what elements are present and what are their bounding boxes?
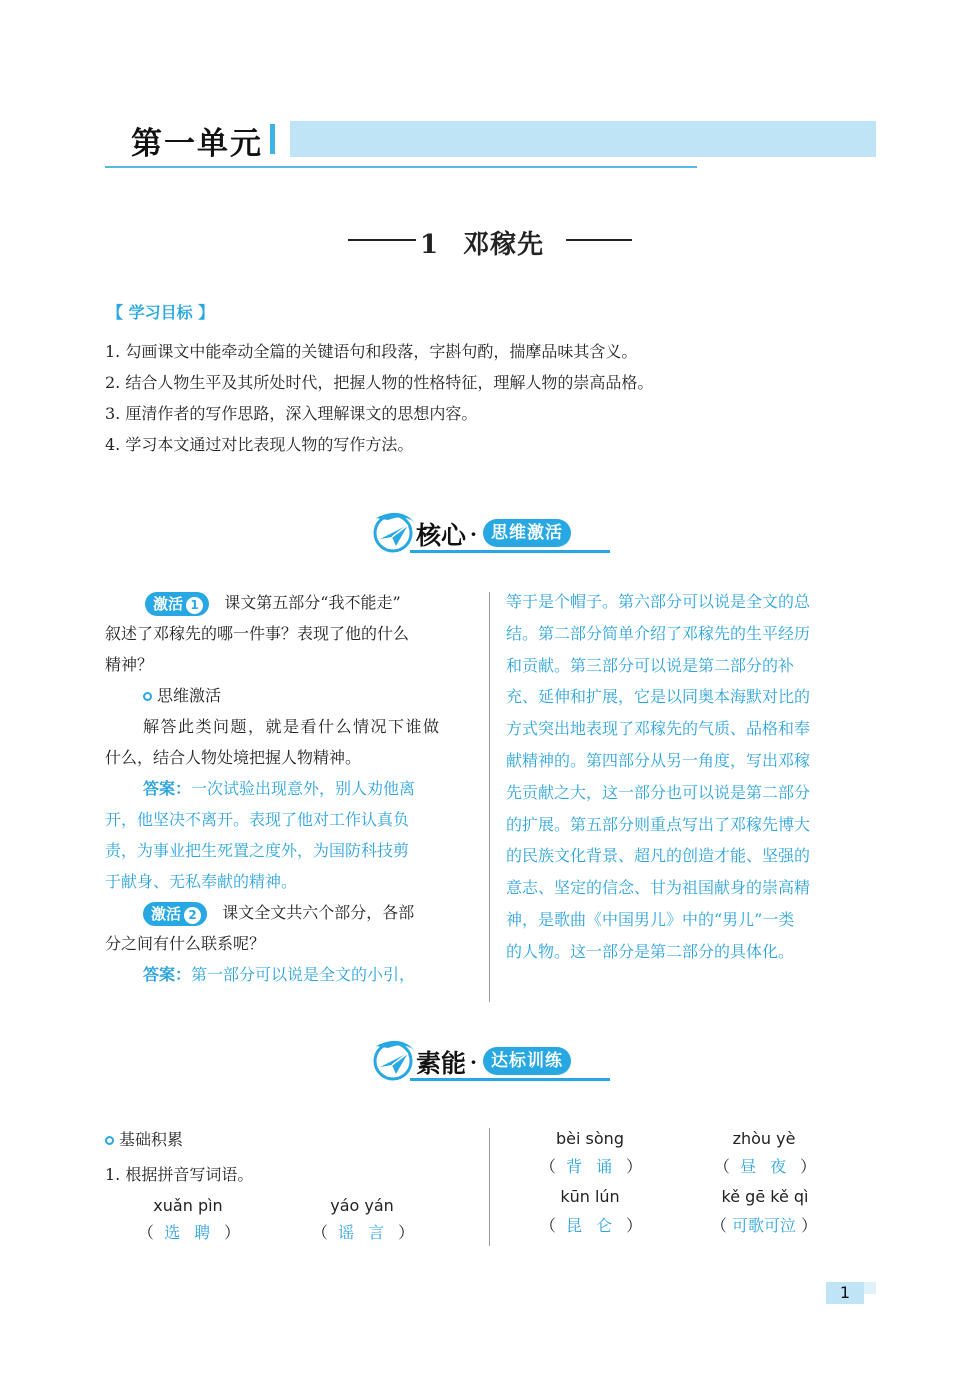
activate2-answer: 意志、坚定的信念、甘为祖国献身的崇高精: [506, 878, 811, 898]
answer-label: 答案：: [143, 965, 192, 984]
pinyin: bèi sòng: [556, 1129, 624, 1148]
activate2-answer: 答案：第一部分可以说是全文的小引，: [143, 965, 416, 984]
activate2-answer: 神，是歌曲《中国男儿》中的“男儿”一类: [506, 909, 795, 929]
lesson-title-right-rule: [566, 239, 632, 241]
pinyin: kūn lún: [560, 1187, 620, 1206]
activate1-question: 精神？: [105, 655, 154, 674]
word-answer: （ 昼夜）: [713, 1157, 817, 1176]
word-answer: （ 背诵）: [539, 1157, 643, 1176]
activate2-answer: 的人物。这一部分是第二部分的具体化。: [506, 941, 795, 961]
goal-item: 1. 勾画课文中能牵动全篇的关键语句和段落，字斟句酌，揣摩品味其含义。: [105, 342, 638, 361]
activate1-hint: 解答此类问题，就是看什么情况下谁做: [143, 717, 441, 736]
section-title-dot: ·: [470, 1050, 477, 1074]
unit-header-band: [290, 121, 876, 157]
activate1-answer: 责，为事业把生死置之度外，为国防科技剪: [105, 841, 410, 860]
paper-plane-icon: [370, 1036, 416, 1082]
activate1-answer: 开，他坚决不离开。表现了他对工作认真负: [105, 810, 410, 829]
activate2-answer: 献精神的。第四部分从另一角度，写出邓稼: [506, 750, 811, 770]
activate1-answer: 于献身、无私奉献的精神。: [105, 872, 298, 891]
activate2-answer: 结。第二部分简单介绍了邓稼先的生平经历: [506, 623, 811, 643]
lesson-title-left-rule: [348, 239, 416, 241]
section-header-skills: [370, 1034, 620, 1094]
activate2-question-line: [105, 897, 477, 928]
section-title-main: 核心: [416, 521, 467, 550]
left-column: [105, 587, 477, 990]
unit-title-bar: [270, 124, 275, 154]
section-title-pill: 达标训练: [483, 1047, 571, 1075]
word-answer: （ 谣言）: [311, 1223, 415, 1242]
section-header-core: [370, 506, 620, 566]
unit-title: 第一单元: [131, 126, 263, 162]
activate2-answer: 充、延伸和扩展，它是以同奥本海默对比的: [506, 687, 811, 707]
basics-heading: 基础积累: [105, 1124, 183, 1155]
page-number-tab: [864, 1282, 876, 1294]
activate2-answer: 的扩展。第五部分则重点写出了邓稼先博大: [506, 814, 811, 834]
pinyin: xuǎn pìn: [153, 1196, 223, 1215]
activate2-question: 课文全文共六个部分，各部: [222, 903, 415, 922]
circle-bullet-icon: [143, 692, 152, 701]
activate1-badge: 激活 1: [145, 592, 209, 616]
pinyin: zhòu yè: [732, 1129, 796, 1148]
activate1-question: 叙述了邓稼先的哪一件事？表现了他的什么: [105, 624, 410, 643]
section-underline: [410, 550, 610, 553]
circle-bullet-icon: [105, 1136, 114, 1145]
activate2-answer: 方式突出地表现了邓稼先的气质、品格和奉: [506, 719, 811, 739]
basics-question: 1. 根据拼音写词语。: [105, 1165, 254, 1184]
activate2-answer: 先贡献之大，这一部分也可以说是第二部分: [506, 782, 811, 802]
column-divider: [489, 592, 490, 1002]
goal-item: 2. 结合人物生平及其所处时代，把握人物的性格特征，理解人物的崇高品格。: [105, 373, 654, 392]
section-title-main: 素能: [416, 1049, 467, 1078]
activate2-answer: 和贡献。第三部分可以说是第二部分的补: [506, 655, 795, 675]
goal-item: 3. 厘清作者的写作思路，深入理解课文的思想内容。: [105, 404, 478, 423]
goal-item: 4. 学习本文通过对比表现人物的写作方法。: [105, 435, 414, 454]
section-title-dot: ·: [470, 522, 477, 546]
pinyin: yáo yán: [330, 1196, 394, 1215]
word-answer: （ 选聘）: [137, 1223, 241, 1242]
unit-underline: [105, 166, 697, 168]
activate1-hint-label: 思维激活: [105, 680, 477, 711]
lesson-name: 邓稼先: [463, 230, 545, 260]
activate1-answer: 答案：一次试验出现意外，别人劝他离: [143, 779, 416, 798]
activate1-hint: 什么，结合人物处境把握人物精神。: [105, 748, 362, 767]
paper-plane-icon: [370, 508, 416, 554]
activate2-answer: 的民族文化背景、超凡的创造才能、坚强的: [506, 846, 811, 866]
goals-heading: 【 学习目标 】: [107, 303, 215, 322]
activate1-question: 课文第五部分“我不能走”: [224, 593, 401, 612]
right-column: [506, 586, 878, 968]
column-divider: [489, 1128, 490, 1246]
activate2-question: 分之间有什么联系呢？: [105, 934, 266, 953]
activate2-answer: 等于是个帽子。第六部分可以说是全文的总: [506, 592, 811, 611]
word-answer: （ 昆仑）: [539, 1216, 643, 1235]
activate2-badge: 激活 2: [143, 902, 207, 926]
page-number: 1: [826, 1282, 864, 1304]
section-underline: [410, 1078, 610, 1081]
pinyin: kě gē kě qì: [721, 1187, 809, 1206]
lesson-title: [420, 224, 544, 261]
answer-label: 答案：: [143, 779, 192, 798]
lesson-number: 1: [420, 230, 440, 260]
section-title-pill: 思维激活: [483, 519, 571, 547]
word-answer: （ 可歌可泣 ）: [710, 1216, 818, 1235]
activate1-question-line: [105, 587, 477, 618]
